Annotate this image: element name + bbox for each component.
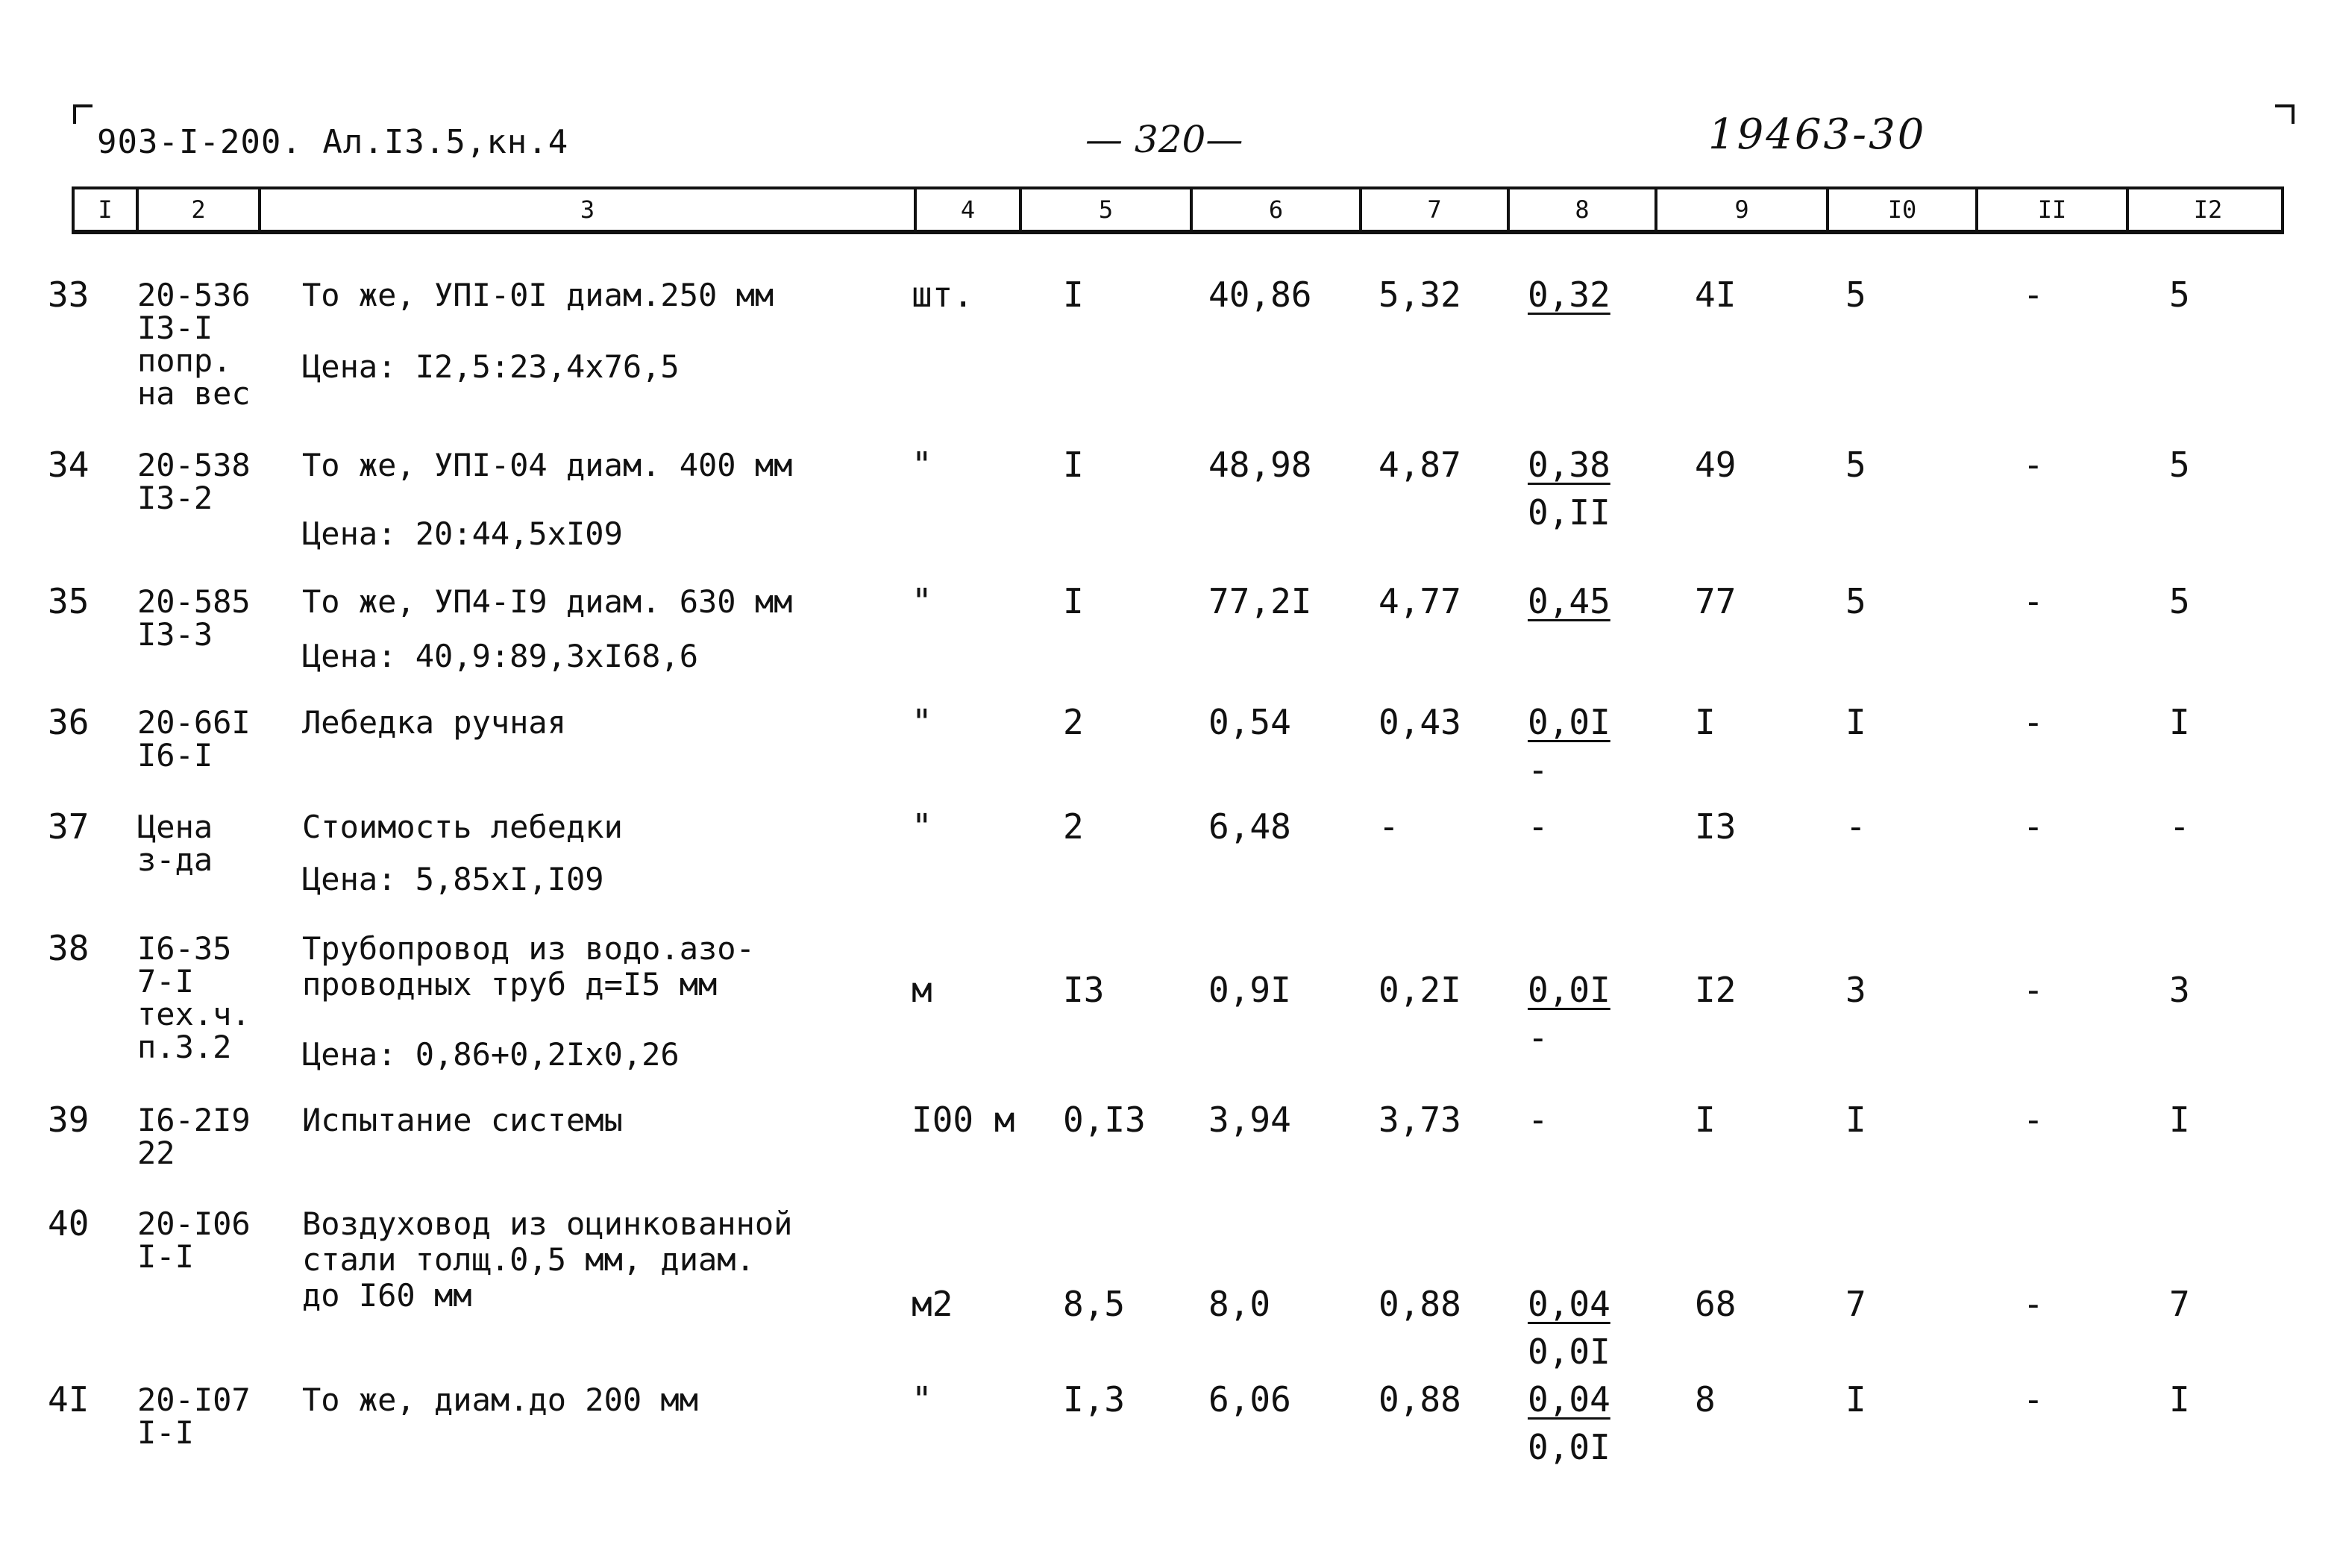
column-header-8: 8 — [1510, 189, 1657, 230]
corner-mark-top-right — [2275, 104, 2295, 124]
value-col-8-top: 0,45 — [1528, 581, 1610, 621]
work-description: Лебедка ручная — [302, 704, 567, 741]
value-col-12: 5 — [2169, 275, 2190, 315]
estimate-code: I6-35 — [137, 930, 232, 967]
column-header-7: 7 — [1362, 189, 1510, 230]
quantity: 2 — [1063, 702, 1084, 742]
estimate-code: I-I — [137, 1238, 194, 1275]
value-col-7: 4,87 — [1378, 445, 1461, 485]
value-col-12: 5 — [2169, 581, 2190, 621]
value-col-10: 5 — [1845, 275, 1866, 315]
work-description: до I60 мм — [302, 1277, 472, 1314]
value-col-12: 5 — [2169, 445, 2190, 485]
value-col-9: I — [1695, 1100, 1716, 1140]
value-col-8-bottom: 0,0I — [1528, 1427, 1610, 1467]
value-col-10: I — [1845, 702, 1866, 742]
row-number: 34 — [48, 445, 90, 485]
column-header-1: I — [75, 189, 139, 230]
work-description: То же, УПI-0I диам.250 мм — [302, 277, 774, 313]
value-col-9: I3 — [1695, 806, 1737, 847]
column-header-3: 3 — [261, 189, 917, 230]
value-col-6: 3,94 — [1208, 1100, 1291, 1140]
estimate-code: з-да — [137, 841, 213, 878]
quantity: 2 — [1063, 806, 1084, 847]
unit: " — [912, 445, 932, 485]
value-col-12: 3 — [2169, 970, 2190, 1010]
column-header-9: 9 — [1657, 189, 1829, 230]
price-formula: Цена: 5,85xI,I09 — [302, 861, 604, 897]
value-col-6: 48,98 — [1208, 445, 1312, 485]
value-col-9: 77 — [1695, 581, 1737, 621]
value-col-8-top: 0,04 — [1528, 1379, 1610, 1420]
value-col-11: - — [2023, 1284, 2044, 1324]
price-formula: Цена: 40,9:89,3xI68,6 — [302, 638, 699, 674]
work-description: Воздуховод из оцинкованной — [302, 1205, 793, 1242]
value-col-7: - — [1378, 806, 1399, 847]
estimate-code: на вес — [137, 375, 251, 412]
value-col-11: - — [2023, 1100, 2044, 1140]
estimate-code: 20-585 — [137, 583, 251, 620]
unit: " — [912, 581, 932, 621]
unit: " — [912, 702, 932, 742]
value-col-11: - — [2023, 1379, 2044, 1420]
value-col-12: I — [2169, 1379, 2190, 1420]
estimate-code: I-I — [137, 1414, 194, 1451]
column-header-row — [72, 186, 2284, 234]
page-number: — 320— — [1085, 118, 1243, 161]
estimate-code: 20-538 — [137, 447, 251, 483]
unit: шт. — [912, 275, 974, 315]
value-col-7: 4,77 — [1378, 581, 1461, 621]
document-code: 903-I-200. Ал.I3.5,кн.4 — [97, 123, 569, 161]
estimate-code: 20-I06 — [137, 1205, 251, 1242]
value-col-6: 0,54 — [1208, 702, 1291, 742]
value-col-7: 0,88 — [1378, 1379, 1461, 1420]
estimate-code: 7-I — [137, 963, 194, 1000]
value-col-12: I — [2169, 1100, 2190, 1140]
value-col-12: 7 — [2169, 1284, 2190, 1324]
value-col-9: I — [1695, 702, 1716, 742]
value-col-10: 5 — [1845, 445, 1866, 485]
value-col-8-top: 0,38 — [1528, 445, 1610, 485]
quantity: I — [1063, 445, 1084, 485]
row-number: 33 — [48, 275, 90, 315]
work-description: Испытание системы — [302, 1102, 623, 1138]
estimate-code: 20-66I — [137, 704, 251, 741]
row-number: 37 — [48, 806, 90, 847]
value-col-12: I — [2169, 702, 2190, 742]
value-col-11: - — [2023, 581, 2044, 621]
row-number: 38 — [48, 928, 90, 968]
value-col-9: 8 — [1695, 1379, 1716, 1420]
value-col-8-top: - — [1528, 1100, 1549, 1140]
value-col-10: 7 — [1845, 1284, 1866, 1324]
estimate-code: 20-I07 — [137, 1382, 251, 1418]
value-col-9: 68 — [1695, 1284, 1737, 1324]
estimate-code: I6-I — [137, 737, 213, 774]
price-formula: Цена: I2,5:23,4x76,5 — [302, 348, 680, 385]
value-col-8-top: 0,32 — [1528, 275, 1610, 315]
value-col-6: 0,9I — [1208, 970, 1291, 1010]
value-col-9: I2 — [1695, 970, 1737, 1010]
unit: м2 — [912, 1284, 953, 1324]
row-number: 36 — [48, 702, 90, 742]
value-col-8-bottom: 0,II — [1528, 492, 1610, 533]
estimate-code: п.3.2 — [137, 1029, 232, 1065]
estimate-code: 22 — [137, 1135, 175, 1171]
price-formula: Цена: 0,86+0,2Ix0,26 — [302, 1036, 680, 1073]
estimate-code: I3-3 — [137, 616, 213, 653]
unit: " — [912, 1379, 932, 1420]
value-col-11: - — [2023, 806, 2044, 847]
row-number: 40 — [48, 1203, 90, 1244]
value-col-8-top: 0,0I — [1528, 702, 1610, 742]
value-col-7: 3,73 — [1378, 1100, 1461, 1140]
quantity: 8,5 — [1063, 1284, 1126, 1324]
value-col-9: 4I — [1695, 275, 1737, 315]
estimate-code: Цена — [137, 809, 213, 845]
estimate-code: I6-2I9 — [137, 1102, 251, 1138]
quantity: I — [1063, 581, 1084, 621]
value-col-9: 49 — [1695, 445, 1737, 485]
value-col-6: 6,48 — [1208, 806, 1291, 847]
column-header-10: I0 — [1829, 189, 1978, 230]
column-header-5: 5 — [1022, 189, 1193, 230]
value-col-8-top: 0,04 — [1528, 1284, 1610, 1324]
value-col-11: - — [2023, 702, 2044, 742]
value-col-8-bottom: - — [1528, 750, 1549, 790]
value-col-8-bottom: - — [1528, 1017, 1549, 1058]
value-col-10: - — [1845, 806, 1866, 847]
estimate-code: I3-I — [137, 310, 213, 346]
value-col-11: - — [2023, 275, 2044, 315]
work-description: проводных труб д=I5 мм — [302, 966, 718, 1003]
value-col-8-top: - — [1528, 806, 1549, 847]
work-description: Трубопровод из водо.азо- — [302, 930, 755, 967]
corner-mark-top-left — [73, 104, 92, 124]
quantity: I3 — [1063, 970, 1105, 1010]
unit: м — [912, 970, 932, 1010]
row-number: 4I — [48, 1379, 90, 1420]
work-description: стали толщ.0,5 мм, диам. — [302, 1241, 755, 1278]
row-number: 39 — [48, 1100, 90, 1140]
estimate-code: тех.ч. — [137, 996, 251, 1032]
estimate-code: попр. — [137, 342, 232, 379]
column-header-11: II — [1978, 189, 2129, 230]
value-col-7: 0,88 — [1378, 1284, 1461, 1324]
value-col-8-top: 0,0I — [1528, 970, 1610, 1010]
value-col-6: 40,86 — [1208, 275, 1312, 315]
column-header-6: 6 — [1193, 189, 1362, 230]
estimate-code: I3-2 — [137, 480, 213, 516]
value-col-6: 8,0 — [1208, 1284, 1271, 1324]
column-header-4: 4 — [917, 189, 1022, 230]
value-col-11: - — [2023, 970, 2044, 1010]
value-col-10: I — [1845, 1379, 1866, 1420]
column-header-12: I2 — [2193, 195, 2223, 224]
quantity: I — [1063, 275, 1084, 315]
price-formula: Цена: 20:44,5xI09 — [302, 515, 623, 552]
value-col-10: I — [1845, 1100, 1866, 1140]
value-col-6: 77,2I — [1208, 581, 1312, 621]
unit: " — [912, 806, 932, 847]
value-col-12: - — [2169, 806, 2190, 847]
unit: I00 м — [912, 1100, 1015, 1140]
work-description: То же, УПI-04 диам. 400 мм — [302, 447, 793, 483]
quantity: 0,I3 — [1063, 1100, 1146, 1140]
column-header-2: 2 — [139, 189, 261, 230]
work-description: То же, УП4-I9 диам. 630 мм — [302, 583, 793, 620]
value-col-7: 0,43 — [1378, 702, 1461, 742]
estimate-code: 20-536 — [137, 277, 251, 313]
sheet-number: 19463-30 — [1708, 110, 1927, 159]
work-description: То же, диам.до 200 мм — [302, 1382, 699, 1418]
row-number: 35 — [48, 581, 90, 621]
value-col-10: 3 — [1845, 970, 1866, 1010]
work-description: Стоимость лебедки — [302, 809, 623, 845]
value-col-8-bottom: 0,0I — [1528, 1332, 1610, 1372]
value-col-7: 0,2I — [1378, 970, 1461, 1010]
quantity: I,3 — [1063, 1379, 1126, 1420]
value-col-7: 5,32 — [1378, 275, 1461, 315]
value-col-11: - — [2023, 445, 2044, 485]
value-col-6: 6,06 — [1208, 1379, 1291, 1420]
value-col-10: 5 — [1845, 581, 1866, 621]
